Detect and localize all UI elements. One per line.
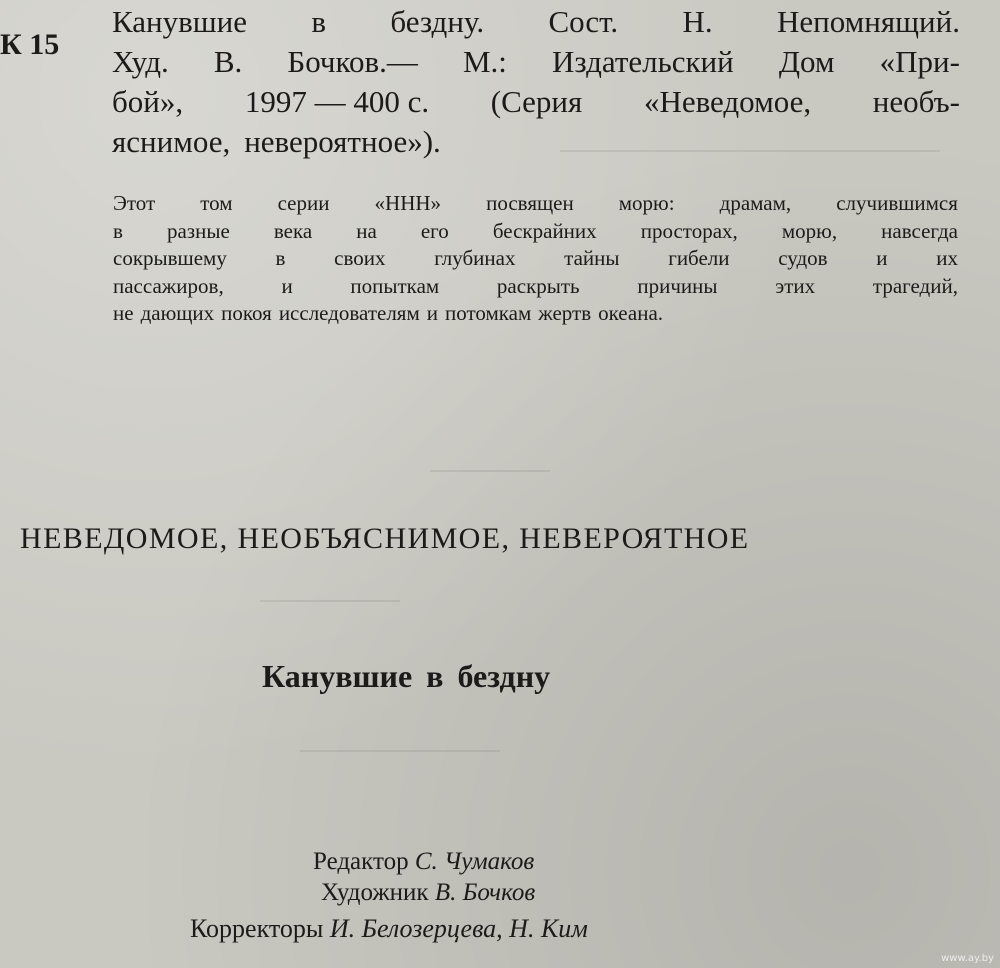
- biblio-word: Издательский: [552, 44, 734, 79]
- annotation-word: в: [275, 246, 286, 270]
- biblio-word: Худ.: [112, 44, 169, 79]
- annotation-word: века: [273, 218, 313, 243]
- biblio-word: невероятное»).: [244, 124, 441, 159]
- annotation-word: жертв: [538, 301, 592, 325]
- bleed-through-line: [300, 750, 500, 766]
- annotation-word: сокрывшему: [113, 246, 227, 270]
- annotation-word: этих: [775, 273, 816, 298]
- series-title: НЕВЕДОМОЕ, НЕОБЪЯСНИМОЕ, НЕВЕРОЯТНОЕ: [20, 522, 750, 555]
- credit-role: Редактор: [313, 848, 409, 875]
- credit-role: Художник: [321, 879, 429, 906]
- biblio-word: «При-: [879, 44, 960, 79]
- annotation-line: [113, 273, 958, 301]
- biblio-line: [112, 2, 960, 42]
- annotation-word: в: [113, 218, 123, 243]
- annotation-word: судов: [778, 246, 828, 270]
- annotation-word: и: [281, 273, 293, 298]
- annotation-word: потомкам: [445, 301, 532, 325]
- annotation-word: на: [356, 218, 377, 243]
- credit-name: И. Белозерцева, Н. Ким: [329, 914, 588, 943]
- biblio-word: Сост.: [548, 4, 619, 39]
- biblio-line: [112, 82, 960, 122]
- biblio-line: [112, 42, 960, 82]
- annotation-word: его: [420, 218, 449, 243]
- biblio-word: Непомнящий.: [777, 4, 960, 39]
- annotation-line: [113, 300, 958, 328]
- annotation-word: не: [113, 301, 134, 325]
- annotation-word: своих: [334, 246, 386, 270]
- biblio-word: Канувшие: [112, 4, 247, 39]
- annotation-word: причины: [637, 273, 718, 298]
- annotation-word: случившимся: [836, 191, 958, 215]
- annotation-word: пассажиров,: [113, 273, 224, 298]
- credit-editor: [313, 848, 534, 876]
- annotation-word: морю,: [781, 218, 838, 243]
- annotation-word: серии: [277, 191, 330, 215]
- biblio-word: 1997 — 400 с.: [244, 84, 430, 119]
- annotation: [113, 190, 958, 328]
- annotation-word: и: [876, 246, 888, 270]
- credit-artist: [321, 879, 535, 907]
- annotation-word: попыткам: [350, 273, 440, 298]
- book-title: Канувшие в бездну: [262, 658, 551, 694]
- biblio-word: бой»,: [112, 84, 184, 119]
- biblio-word: бездну.: [390, 4, 485, 39]
- annotation-word: посвящен: [486, 191, 574, 215]
- annotation-word: и: [426, 301, 438, 325]
- biblio-word: М.:: [462, 44, 507, 79]
- biblio-word: Н.: [682, 4, 713, 39]
- annotation-word: их: [936, 246, 958, 270]
- bleed-through-line: [260, 600, 400, 616]
- annotation-word: тайны: [564, 246, 620, 270]
- annotation-word: океана.: [598, 301, 664, 325]
- annotation-word: Этот: [113, 191, 156, 215]
- credit-proofreaders: [190, 914, 588, 944]
- credit-name: В. Бочков: [434, 879, 536, 906]
- credit-name: С. Чумаков: [414, 848, 535, 875]
- annotation-word: драмам,: [719, 191, 792, 215]
- annotation-line: [113, 245, 958, 273]
- annotation-word: покоя: [221, 301, 272, 325]
- annotation-line: [113, 218, 958, 246]
- annotation-word: глубинах: [434, 246, 516, 270]
- bibliographic-entry: [112, 2, 960, 162]
- annotation-word: гибели: [668, 246, 730, 270]
- annotation-line: [113, 190, 958, 218]
- annotation-word: навсегда: [881, 218, 958, 243]
- annotation-word: исследователям: [278, 301, 420, 325]
- annotation-word: разные: [166, 218, 230, 243]
- annotation-word: дающих: [140, 301, 215, 325]
- catalog-code: К 15: [0, 28, 60, 61]
- biblio-word: «Неведомое,: [643, 84, 812, 119]
- annotation-word: том: [200, 191, 233, 215]
- annotation-word: бескрайних: [492, 218, 597, 243]
- biblio-line: [112, 122, 960, 162]
- biblio-word: необъ-: [872, 84, 960, 119]
- annotation-word: «ННН»: [374, 191, 442, 215]
- annotation-word: просторах,: [640, 218, 738, 243]
- annotation-word: раскрыть: [496, 273, 580, 298]
- biblio-word: Бочков.—: [287, 44, 418, 79]
- biblio-word: в: [311, 4, 326, 39]
- biblio-word: Дом: [778, 44, 835, 79]
- biblio-word: яснимое,: [112, 124, 231, 159]
- watermark: www.ay.by: [941, 953, 994, 964]
- bleed-through-line: [430, 470, 550, 486]
- biblio-word: (Серия: [490, 84, 583, 119]
- annotation-word: трагедий,: [872, 273, 958, 298]
- biblio-word: В.: [213, 44, 243, 79]
- annotation-word: морю:: [618, 191, 675, 215]
- credit-role: Корректоры: [190, 914, 324, 943]
